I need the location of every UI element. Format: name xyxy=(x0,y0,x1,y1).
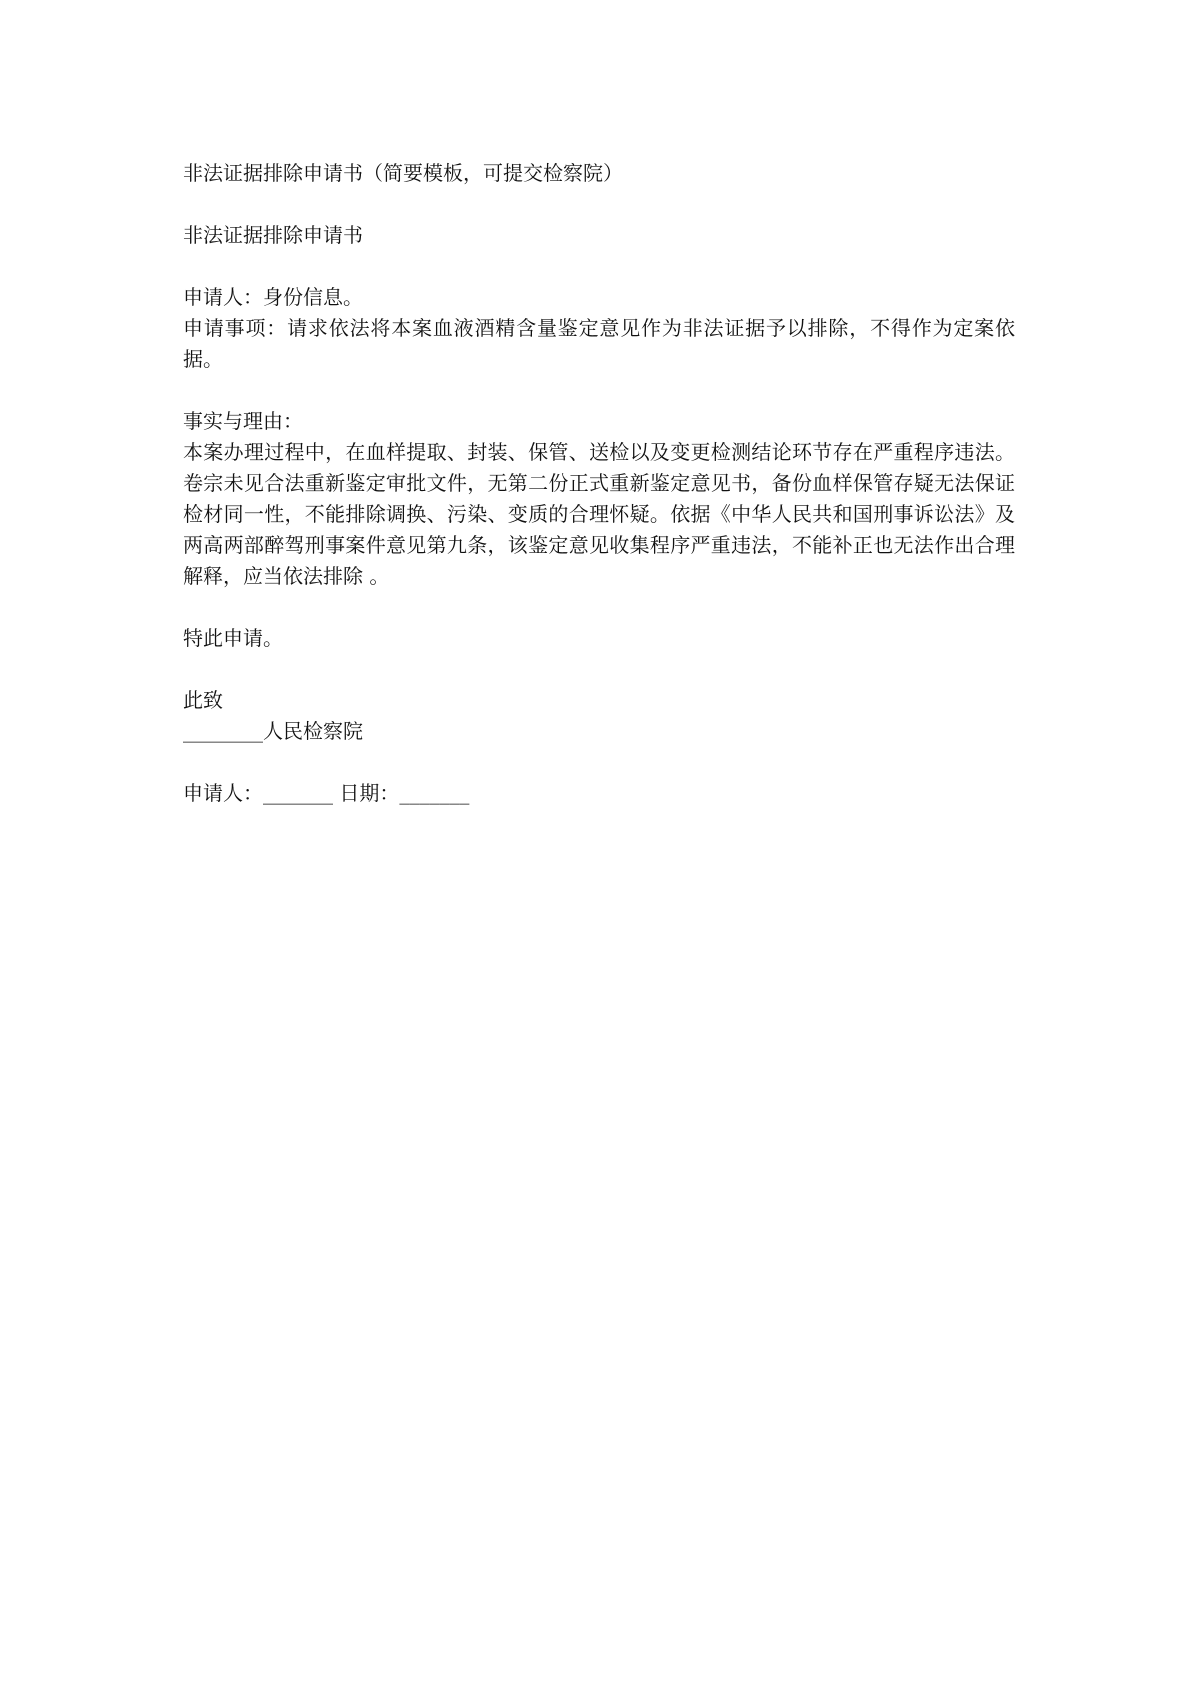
spacer xyxy=(183,189,1015,220)
spacer xyxy=(183,251,1015,282)
facts-body: 本案办理过程中，在血样提取、封装、保管、送检以及变更检测结论环节存在严重程序违法。卷宗未见合法重新鉴定审批文件，无第二份正式重新鉴定意见书，备份血样保管存疑无法保证检材同一性，不能排除调换、污染、变质的合理怀疑。依据《中华人民共和国刑事诉讼法》及两高两部醉驾刑事案件意见第九条，该鉴定意见收集程序严重违法，不能补正也无法作出合理解释，应当依法排除 。 xyxy=(183,440,1015,588)
salutation: 此致 xyxy=(183,688,223,712)
document-heading: 非法证据排除申请书（简要模板，可提交检察院） xyxy=(183,161,623,185)
closing-statement: 特此申请。 xyxy=(183,626,283,650)
signature-line: 申请人：_______ 日期：_______ xyxy=(183,781,470,805)
request-matter: 申请事项：请求依法将本案血液酒精含量鉴定意见作为非法证据予以排除，不得作为定案依据。 xyxy=(183,316,1015,371)
document-body xyxy=(183,158,1015,809)
applicant-info: 申请人：身份信息。 xyxy=(183,285,363,309)
document-title: 非法证据排除申请书 xyxy=(183,223,363,247)
spacer xyxy=(183,747,1015,778)
spacer xyxy=(183,654,1015,685)
recipient: ________人民检察院 xyxy=(183,719,363,743)
spacer xyxy=(183,592,1015,623)
spacer xyxy=(183,375,1015,406)
facts-heading: 事实与理由： xyxy=(183,409,303,433)
